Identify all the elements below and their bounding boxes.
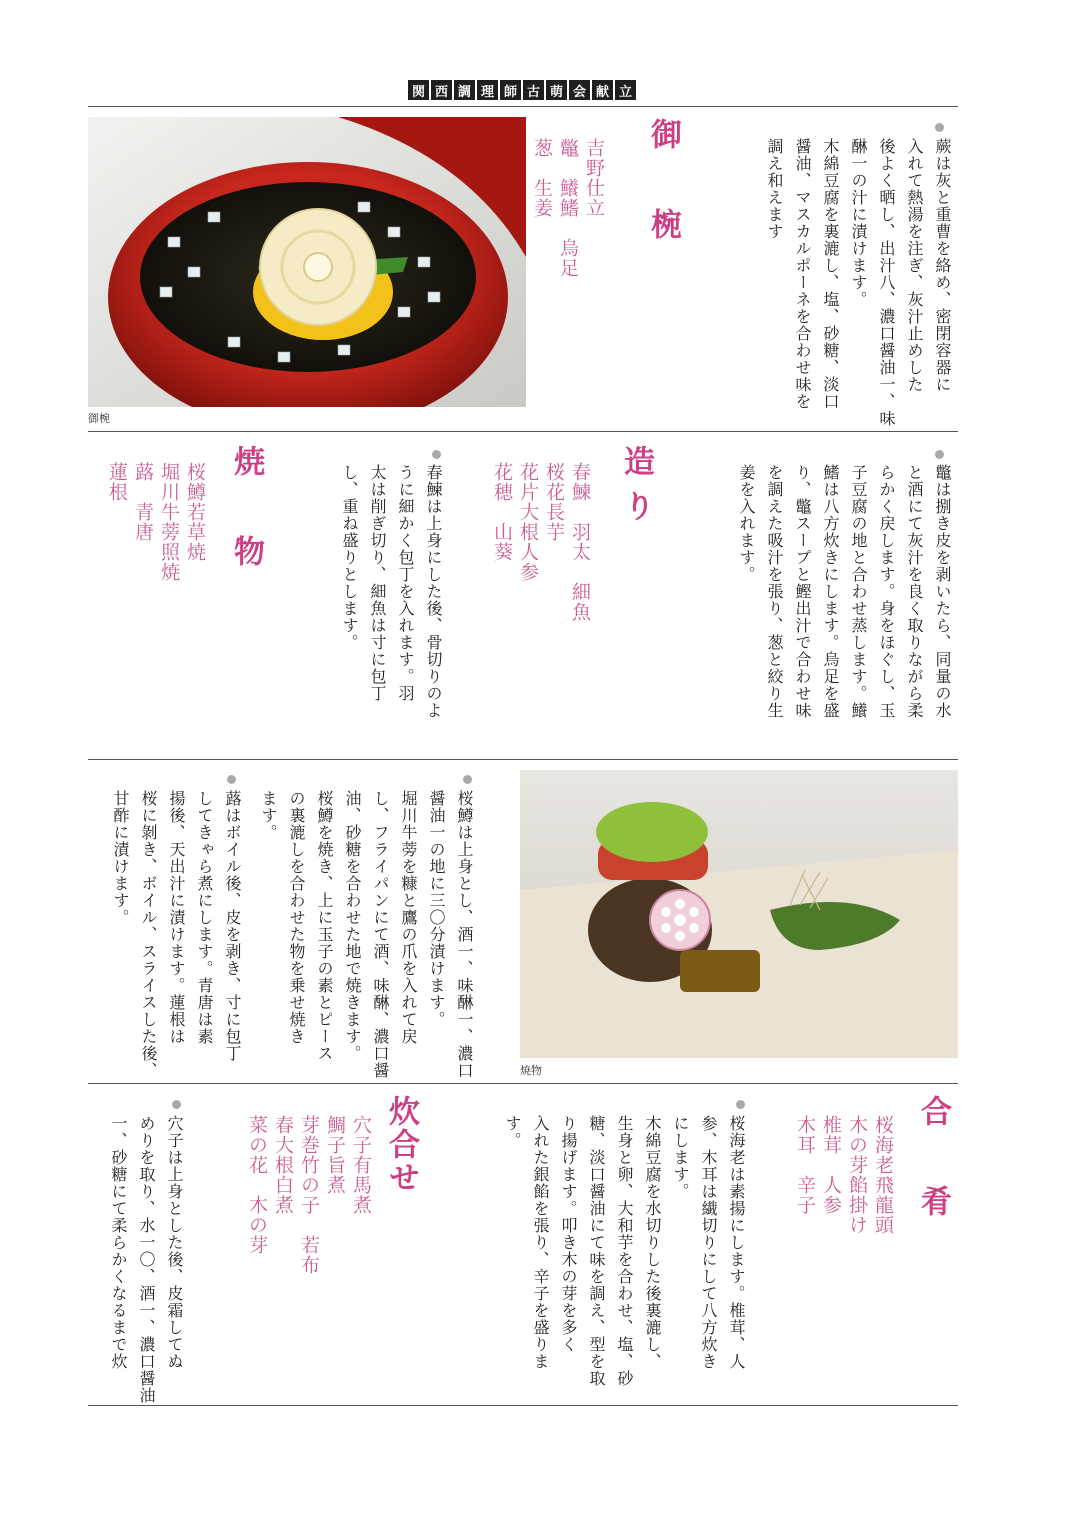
- ainiku-title: 合 肴: [915, 1095, 951, 1230]
- divider: [88, 106, 958, 107]
- owan-note-2-text: 鼈は捌き皮を剥いたら、同量の水 と酒にて灰汁を良く取りながら柔 らかく戻します。身をほぐし、玉 子豆腐の地と合わせ蒸します。鱶 鰭は八方炊きにします。烏足を盛 り、鼈スープと鰹出汁で合わせ味 を調えた吸汁を張り、葱と絞り生 姜を入れます。: [737, 464, 952, 719]
- bullet-icon: [463, 775, 472, 784]
- tsukuri-title: 造り: [618, 445, 654, 535]
- divider: [88, 759, 958, 760]
- owan-photo: [88, 117, 526, 407]
- yakimono-title: 焼 物: [228, 445, 264, 580]
- page-header: [408, 80, 636, 100]
- header-char: 調: [454, 80, 475, 100]
- takiawase-note-text: 穴子は上身とした後、皮霜してぬ めりを取り、水一〇、酒一、濃口醤油 一、砂糖にて柔らかくなるまで炊: [109, 1115, 184, 1404]
- takiawase-title: 炊合せ: [383, 1095, 419, 1194]
- header-char: 師: [500, 80, 521, 100]
- owan-caption: 御椀: [88, 412, 110, 425]
- yakimono-menu: 桜鱒若草焼 堀川牛蒡照焼 蕗 青唐 蓮根: [106, 462, 206, 582]
- owan-title: 御 椀: [645, 118, 681, 253]
- owan-note-1-text: 蕨は灰と重曹を絡め、密閉容器に 入れて熱湯を注ぎ、灰汁止めした 後よく晒し、出汁八、濃口醤油一、味 醂一の汁に漬けます。 木綿豆腐を裏漉し、塩、砂糖、淡口 醤油、マスカルポーネを合わせ味を 調え和えます: [765, 138, 952, 427]
- bullet-icon: [736, 1100, 745, 1109]
- takiawase-menu: 穴子有馬煮 鯛子旨煮 芽巻竹の子 若布 春大根白煮 菜の花 木の芽: [246, 1115, 372, 1275]
- header-char: 理: [477, 80, 498, 100]
- ainiku-menu: 桜海老飛龍頭 木の芽餡掛け 椎茸 人参 木耳 辛子: [794, 1115, 894, 1235]
- bullet-icon: [432, 450, 441, 459]
- bullet-icon: [172, 1100, 181, 1109]
- yakimono-photo: [520, 770, 958, 1058]
- divider: [88, 431, 958, 432]
- header-char: 古: [523, 80, 544, 100]
- yakimono-caption: 焼物: [520, 1064, 542, 1077]
- yakimono-note-1-text: 桜鱒は上身とし、酒一、味醂一、濃口 醤油一の地に三〇分漬けます。 堀川牛蒡を糠と鷹の爪を入れて戻 し、フライパンにて酒、味醂、濃口醤 油、砂糖を合わせた地で焼きます。 桜鱒を焼き、上に玉子の素とピース の裏漉しを合わせた物を乗せ焼き ます。: [259, 790, 474, 1079]
- header-char: 会: [569, 80, 590, 100]
- bullet-icon: [935, 450, 944, 459]
- ainiku-note-text: 桜海老は素揚にします。椎茸、人 参、木耳は繊切りにして八方炊き にします。 木綿豆腐を水切りした後裏漉し、 生身と卵、大和芋を合わせ、塩、砂 糖、淡口醤油にて味を調え、型を取 り揚げます。叩き木の芽を多く 入れた銀餡を張り、辛子を盛りま す。: [503, 1115, 746, 1387]
- bullet-icon: [935, 123, 944, 132]
- divider: [88, 1405, 958, 1406]
- tsukuri-note-text: 春鰊は上身にした後、骨切りのよ うに細かく包丁を入れます。羽 太は削ぎ切り、細魚は寸に包丁 し、重ね盛りとします。: [340, 464, 443, 719]
- header-char: 立: [615, 80, 636, 100]
- header-char: 献: [592, 80, 613, 100]
- header-char: 萌: [546, 80, 567, 100]
- header-char: 西: [431, 80, 452, 100]
- owan-menu: 吉野仕立 鼈 鱶鰭 烏足 葱 生姜: [531, 138, 605, 278]
- header-char: 関: [408, 80, 429, 100]
- tsukuri-menu: 春鰊 羽太 細魚 桜花長芋 花片大根人参 花穂 山葵: [491, 462, 591, 622]
- bullet-icon: [227, 775, 236, 784]
- divider: [88, 1083, 958, 1084]
- yakimono-note-2-text: 蕗はボイル後、皮を剥き、寸に包丁 してきゃら煮にします。青唐は素 揚後、天出汁に漬けます。蓮根は 桜に剝き、ボイル、スライスした後、 甘酢に漬けます。: [111, 790, 242, 1079]
